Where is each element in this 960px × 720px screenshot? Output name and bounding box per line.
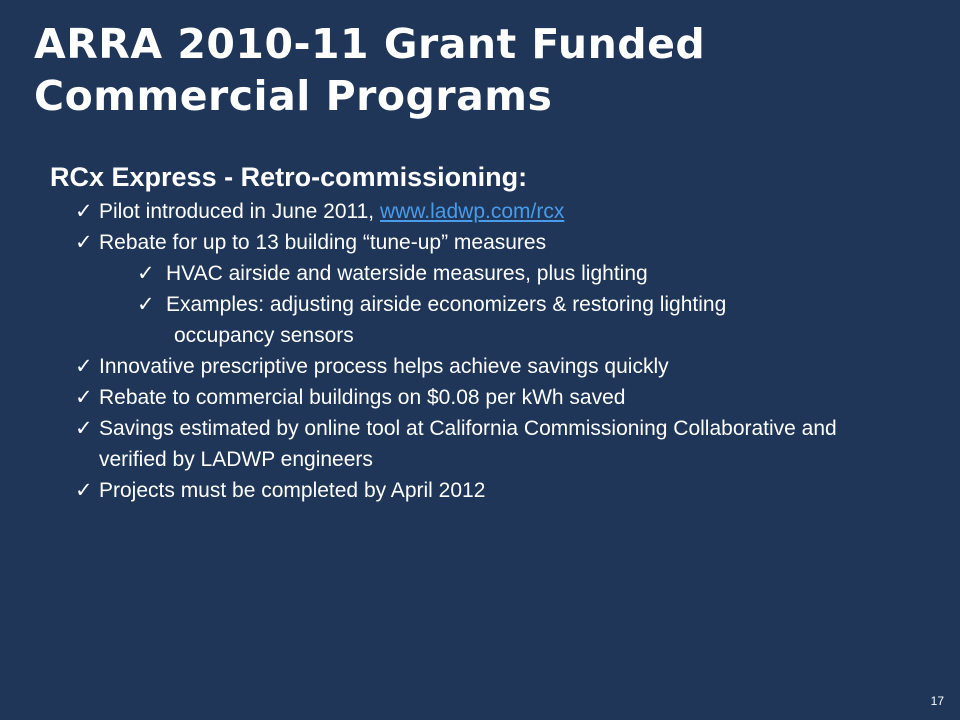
title-line-1: ARRA 2010-11 Grant Funded — [34, 20, 706, 68]
bullet-text: Projects must be completed by April 2012 — [99, 479, 486, 502]
slide-title — [34, 18, 914, 122]
bullet-text: Pilot introduced in June 2011, — [99, 200, 380, 223]
bullet-text: Rebate to commercial buildings on $0.08 per kWh saved — [99, 386, 626, 409]
section-heading: RCx Express - Retro-commissioning: — [50, 162, 528, 192]
bullet-text: Innovative prescriptive process helps achieve savings quickly — [99, 355, 669, 378]
bullet-pilot — [0, 196, 889, 227]
bullet-rebate-measures — [0, 227, 889, 258]
bullet-list — [0, 196, 960, 506]
check-icon: ✓ — [137, 262, 155, 285]
sub-bullet-examples — [0, 289, 910, 351]
bullet-text-continuation: occupancy sensors — [174, 324, 354, 347]
check-icon: ✓ — [75, 386, 93, 409]
check-icon: ✓ — [75, 231, 93, 254]
bullet-rebate-kwh — [0, 382, 889, 413]
bullet-text: Savings estimated by online tool at California Commissioning Collaborative and verified by LADWP engineers — [99, 417, 837, 471]
check-icon: ✓ — [75, 479, 93, 502]
bullet-completion-date — [0, 475, 889, 506]
bullet-text: Rebate for up to 13 building “tune-up” measures — [99, 231, 547, 254]
bullet-savings-estimated — [0, 413, 889, 475]
sub-bullet-hvac — [0, 258, 910, 289]
page-number: 17 — [930, 694, 944, 708]
bullet-text: HVAC airside and waterside measures, plus lighting — [166, 262, 648, 285]
rcx-link[interactable]: www.ladwp.com/rcx — [379, 200, 565, 223]
title-line-2: Commercial Programs — [34, 72, 553, 120]
bullet-text: Examples: adjusting airside economizers & restoring lighting — [166, 293, 727, 316]
check-icon: ✓ — [75, 417, 93, 440]
bullet-prescriptive-process — [0, 351, 889, 382]
check-icon: ✓ — [75, 355, 93, 378]
check-icon: ✓ — [75, 200, 93, 223]
check-icon: ✓ — [137, 293, 155, 316]
